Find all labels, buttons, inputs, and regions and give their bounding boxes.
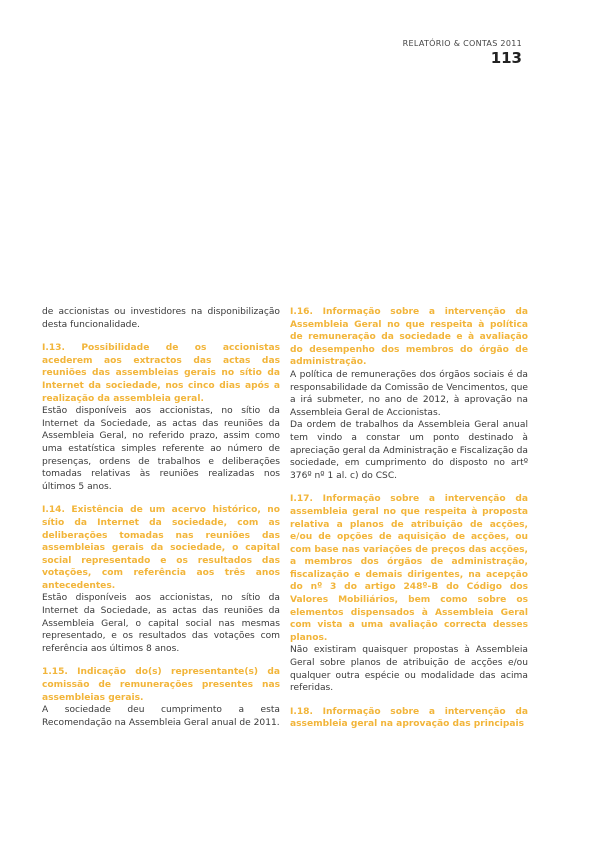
section-body-1-14: Estão disponíveis aos accionistas, no sítio da Internet da Sociedade, as actas das reuniões da Assembleia Geral, o capital social nas mesmas representado, e os resultados das votações com referência aos últimos 8 anos. — [42, 593, 280, 654]
section-body-1-16-b: Da ordem de trabalhos da Assembleia Geral anual tem vindo a constar um ponto destinado à apreciação geral da Administração e Fiscalização da sociedade, em cumprimento do disposto no artº 376º nº 1 al. c) do CSC. — [290, 420, 528, 481]
section-body-1-13: Estão disponíveis aos accionistas, no sítio da Internet da Sociedade, as actas das reuniões da Assembleia Geral, no referido prazo, assim como uma estatística simples referente ao número de presenças, ordens de trabalhos e deliberações tomadas relativas às reuniões realizadas nos últimos 5 anos. — [42, 406, 280, 492]
section-heading-1-16: I.16. Informação sobre a intervenção da Assembleia Geral no que respeita à política de remuneração da sociedade e à avaliação do desempenho dos membros do órgão de administração. — [290, 307, 528, 368]
section-heading-1-17: I.17. Informação sobre a intervenção da assembleia geral no que respeita à proposta relativa a planos de atribuição de acções, e/ou de opções de aquisição de acções, ou com base nas variações de preços das acções, a membros dos órgãos de administração, fiscalização e demais dirigentes, na acepção do nº 3 do artigo 248º-B do Código dos Valores Mobiliários, bem como sobre os elementos dispensados à Assembleia Geral com vista a uma avaliação correcta desses planos. — [290, 494, 528, 643]
left-column — [42, 306, 280, 729]
section-heading-1-15: 1.15. Indicação do(s) representante(s) da comissão de remunerações presentes nas assembleias gerais. — [42, 667, 280, 703]
right-column — [290, 306, 528, 731]
intro-paragraph: de accionistas ou investidores na disponibilização desta funcionalidade. — [42, 307, 280, 330]
section-body-1-16-a: A política de remunerações dos órgãos sociais é da responsabilidade da Comissão de Vencimentos, que a irá submeter, no ano de 2012, à aprovação na Assembleia Geral de Accionistas. — [290, 369, 528, 418]
report-title: RELATÓRIO & CONTAS 2011 — [402, 39, 522, 48]
section-heading-1-13: I.13. Possibilidade de os accionistas acederem aos extractos das actas das reuniões das assembleias gerais no sítio da Internet da sociedade, nos cinco dias após a realização da assembleia geral. — [42, 343, 280, 404]
section-body-1-15: A sociedade deu cumprimento a esta Recomendação na Assembleia Geral anual de 2011. — [42, 705, 280, 728]
section-body-1-17: Não existiram quaisquer propostas à Assembleia Geral sobre planos de atribuição de acções e/ou qualquer outra espécie ou modalidade das acima referidas. — [290, 645, 528, 694]
page-header — [403, 39, 522, 67]
page-number: 113 — [490, 49, 522, 67]
section-heading-1-14: I.14. Existência de um acervo histórico, no sítio da Internet da sociedade, com as deliberações tomadas nas reuniões das assembleias gerais da sociedade, o capital social representado e os resultados das votações, com referência aos três anos antecedentes. — [42, 505, 280, 591]
section-heading-1-18: I.18. Informação sobre a intervenção da assembleia geral na aprovação das principais — [290, 706, 528, 730]
